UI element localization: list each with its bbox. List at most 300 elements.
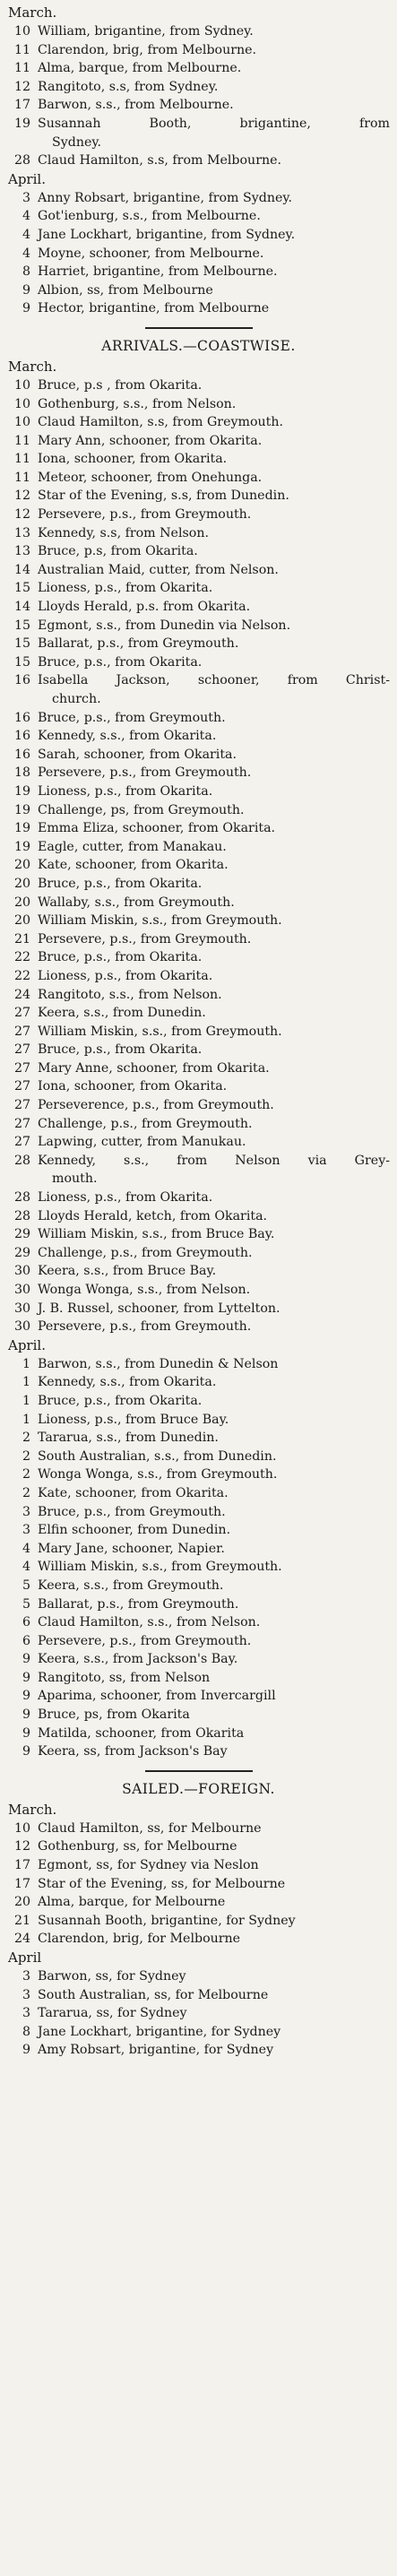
entry-line: Gothenburg, ss, for Melbourne bbox=[38, 1839, 237, 1854]
entry-day: 11 bbox=[13, 61, 30, 76]
entry-day: 30 bbox=[13, 1301, 30, 1316]
entry-day: 27 bbox=[13, 1024, 30, 1039]
entry-line: Sydney. bbox=[52, 134, 101, 150]
entry-line: Lloyds Herald, p.s. from Okarita. bbox=[38, 600, 251, 615]
entry-text bbox=[38, 1448, 390, 1466]
entry-line: Star of the Evening, ss, for Melbourne bbox=[38, 1876, 286, 1891]
shipping-entry bbox=[7, 856, 390, 875]
entry-line: Claud Hamilton, s.s, from Greymouth. bbox=[38, 415, 283, 430]
entry-text bbox=[38, 506, 390, 524]
entry-text bbox=[38, 1893, 390, 1912]
shipping-entry bbox=[7, 1004, 390, 1023]
entry-text bbox=[38, 1837, 390, 1856]
entry-line: Claud Hamilton, s.s., from Nelson. bbox=[38, 1615, 261, 1630]
shipping-entry bbox=[7, 1392, 390, 1411]
entry-line: Kennedy, s.s., from Okarita. bbox=[38, 1375, 217, 1390]
entry-text bbox=[38, 1429, 390, 1448]
entry-day: 12 bbox=[13, 79, 30, 94]
entry-day: 17 bbox=[13, 1858, 30, 1873]
shipping-entry bbox=[7, 1930, 390, 1949]
entry-day: 5 bbox=[22, 1596, 30, 1612]
entry-day: 13 bbox=[13, 544, 30, 559]
entry-day: 24 bbox=[13, 1932, 30, 1947]
entry-line: Wonga Wonga, s.s., from Nelson. bbox=[38, 1283, 251, 1297]
entry-text bbox=[38, 986, 390, 1005]
shipping-entry bbox=[7, 1465, 390, 1484]
shipping-entry bbox=[7, 542, 390, 561]
shipping-entry bbox=[7, 1041, 390, 1059]
entry-day: 27 bbox=[13, 1098, 30, 1113]
entry-day: 1 bbox=[22, 1412, 30, 1427]
entry-line: Persevere, p.s., from Greymouth. bbox=[38, 507, 252, 523]
entry-line: William Miskin, s.s., from Bruce Bay. bbox=[38, 1227, 275, 1242]
entry-day: 10 bbox=[13, 377, 30, 393]
shipping-entry bbox=[7, 1225, 390, 1244]
entry-day: 9 bbox=[22, 301, 30, 316]
shipping-entry bbox=[7, 2041, 390, 2060]
entry-line: Australian Maid, cutter, from Nelson. bbox=[38, 562, 279, 577]
entry-line: Egmont, ss, for Sydney via Neslon bbox=[38, 1858, 259, 1873]
entry-line: Kate, schooner, from Okarita. bbox=[38, 858, 229, 873]
entry-day: 22 bbox=[13, 950, 30, 965]
entry-text bbox=[38, 1540, 390, 1559]
entry-day: 1 bbox=[22, 1356, 30, 1371]
entry-day: 19 bbox=[13, 821, 30, 836]
entry-day: 6 bbox=[22, 1615, 30, 1630]
shipping-entry bbox=[7, 912, 390, 930]
entry-day: 4 bbox=[22, 246, 30, 261]
entry-line: Alma, barque, from Melbourne. bbox=[38, 61, 242, 76]
entry-text bbox=[38, 450, 390, 469]
entry-text bbox=[38, 967, 390, 986]
entry-line: church. bbox=[52, 692, 101, 706]
shipping-entry bbox=[7, 1577, 390, 1595]
entry-day: 3 bbox=[22, 190, 30, 205]
entry-day: 9 bbox=[22, 1744, 30, 1759]
entry-day: 28 bbox=[13, 1190, 30, 1206]
entry-day: 19 bbox=[13, 116, 30, 131]
shipping-entry bbox=[7, 1189, 390, 1207]
entry-line: Tararua, ss, for Sydney bbox=[38, 2006, 187, 2021]
entry-day: 18 bbox=[13, 765, 30, 781]
entry-line: Keera, s.s., from Bruce Bay. bbox=[38, 1264, 217, 1279]
entry-line: Anny Robsart, brigantine, from Sydney. bbox=[38, 190, 292, 205]
shipping-entry bbox=[7, 709, 390, 728]
entry-day: 2 bbox=[22, 1485, 30, 1500]
entry-day: 27 bbox=[13, 1079, 30, 1094]
entry-day: 16 bbox=[13, 673, 30, 688]
entry-text bbox=[38, 1133, 390, 1152]
entry-day: 16 bbox=[13, 747, 30, 762]
shipping-entry bbox=[7, 1595, 390, 1614]
entry-text bbox=[38, 1521, 390, 1540]
section bbox=[7, 1770, 390, 2060]
entry-text bbox=[38, 856, 390, 875]
entry-day: 20 bbox=[13, 913, 30, 929]
shipping-entry bbox=[7, 671, 390, 708]
shipping-entry bbox=[7, 1133, 390, 1152]
entry-line: Keera, s.s., from Dunedin. bbox=[38, 1006, 206, 1021]
entry-text bbox=[38, 1152, 390, 1189]
shipping-entry bbox=[7, 432, 390, 451]
entry-day: 3 bbox=[22, 1987, 30, 2002]
entry-day: 17 bbox=[13, 98, 30, 113]
entry-line: Keera, ss, from Jackson's Bay bbox=[38, 1744, 228, 1759]
entry-day: 29 bbox=[13, 1227, 30, 1242]
entry-text bbox=[38, 1207, 390, 1226]
entry-line: Mary Jane, schooner, Napier. bbox=[38, 1541, 225, 1556]
entry-line: Claud Hamilton, ss, for Melbourne bbox=[38, 1820, 262, 1836]
shipping-entry bbox=[7, 450, 390, 469]
entry-line: Bruce, p.s., from Okarita. bbox=[38, 654, 203, 670]
shipping-entry bbox=[7, 1893, 390, 1912]
shipping-entry bbox=[7, 1967, 390, 1986]
shipping-entry bbox=[7, 1115, 390, 1134]
month-label: April bbox=[8, 1949, 42, 1966]
entry-text bbox=[38, 281, 390, 300]
entry-text bbox=[38, 1077, 390, 1096]
entry-text bbox=[38, 579, 390, 598]
entry-day: 2 bbox=[22, 1431, 30, 1446]
entry-text bbox=[38, 1041, 390, 1059]
entry-day: 24 bbox=[13, 987, 30, 1002]
entry-line: Egmont, s.s., from Dunedin via Nelson. bbox=[38, 618, 291, 633]
shipping-entry bbox=[7, 59, 390, 78]
shipping-entry bbox=[7, 635, 390, 653]
entry-day: 10 bbox=[13, 415, 30, 430]
entry-text bbox=[38, 653, 390, 672]
entry-text bbox=[38, 671, 390, 708]
entry-line: Matilda, schooner, from Okarita bbox=[38, 1725, 245, 1741]
shipping-entry bbox=[7, 1411, 390, 1430]
entry-text bbox=[38, 22, 390, 41]
entry-line: Persevere, p.s., from Greymouth. bbox=[38, 1633, 252, 1648]
entry-day: 2 bbox=[22, 1448, 30, 1464]
entry-line: William Miskin, s.s., from Greymouth. bbox=[38, 913, 282, 929]
entry-line: Harriet, brigantine, from Melbourne. bbox=[38, 264, 278, 280]
section-rule bbox=[145, 1770, 253, 1772]
shipping-entry bbox=[7, 1300, 390, 1318]
shipping-entry bbox=[7, 281, 390, 300]
entry-day: 9 bbox=[22, 1689, 30, 1704]
entry-line: Persevere, p.s., from Greymouth. bbox=[38, 1319, 252, 1335]
entry-day: 9 bbox=[22, 1652, 30, 1667]
entry-day: 30 bbox=[13, 1319, 30, 1335]
shipping-entry bbox=[7, 78, 390, 97]
entry-line: Ballarat, p.s., from Greymouth. bbox=[38, 1596, 239, 1612]
entry-text bbox=[38, 1115, 390, 1134]
entry-text bbox=[38, 1004, 390, 1023]
entry-line: Bruce, p.s., from Okarita. bbox=[38, 876, 203, 891]
shipping-entry bbox=[7, 41, 390, 60]
shipping-entry bbox=[7, 1207, 390, 1226]
entry-text bbox=[38, 1986, 390, 2005]
entry-day: 19 bbox=[13, 839, 30, 854]
shipping-entry bbox=[7, 930, 390, 949]
entry-line: Kennedy, s.s, from Nelson. bbox=[38, 525, 209, 540]
entry-text bbox=[38, 1856, 390, 1875]
entry-day: 19 bbox=[13, 783, 30, 799]
entry-line: Claud Hamilton, s.s, from Melbourne. bbox=[38, 153, 282, 169]
shipping-entry bbox=[7, 1742, 390, 1761]
shipping-entry bbox=[7, 1875, 390, 1894]
section-heading: SAILED.—FOREIGN. bbox=[122, 1780, 275, 1797]
section bbox=[7, 4, 390, 318]
entry-line: Mary Anne, schooner, from Okarita. bbox=[38, 1060, 270, 1076]
entry-text bbox=[38, 2041, 390, 2060]
shipping-entry bbox=[7, 469, 390, 488]
entry-text bbox=[38, 432, 390, 451]
entry-day: 9 bbox=[22, 2043, 30, 2058]
entry-text bbox=[38, 207, 390, 226]
shipping-entry bbox=[7, 395, 390, 414]
entry-line: Wallaby, s.s., from Greymouth. bbox=[38, 895, 235, 910]
entry-day: 27 bbox=[13, 1116, 30, 1131]
shipping-entry bbox=[7, 653, 390, 672]
entry-text bbox=[38, 1613, 390, 1632]
shipping-entry bbox=[7, 1650, 390, 1669]
shipping-entry bbox=[7, 1540, 390, 1559]
entry-line: Keera, s.s., from Greymouth. bbox=[38, 1578, 224, 1593]
entry-text bbox=[38, 912, 390, 930]
entry-line: Persevere, p.s., from Greymouth. bbox=[38, 931, 252, 947]
shipping-entry bbox=[7, 746, 390, 765]
entry-line: Iona, schooner, from Okarita. bbox=[38, 452, 228, 467]
entry-line: Challenge, p.s., from Greymouth. bbox=[38, 1116, 253, 1131]
shipping-entry bbox=[7, 1281, 390, 1300]
entry-line: Barwon, s.s., from Melbourne. bbox=[38, 98, 234, 113]
shipping-entry bbox=[7, 1152, 390, 1189]
entry-line: Mary Ann, schooner, from Okarita. bbox=[38, 433, 263, 448]
entry-line: Rangitoto, s.s, from Sydney. bbox=[38, 79, 219, 94]
entry-day: 3 bbox=[22, 1523, 30, 1538]
entry-line: Bruce, p.s , from Okarita. bbox=[38, 377, 203, 393]
shipping-entry bbox=[7, 986, 390, 1005]
entry-text bbox=[38, 78, 390, 97]
shipping-entry bbox=[7, 819, 390, 838]
entry-line: Perseverence, p.s., from Greymouth. bbox=[38, 1098, 274, 1113]
entry-line: Meteor, schooner, from Onehunga. bbox=[38, 470, 263, 485]
shipping-entry bbox=[7, 782, 390, 801]
entry-day: 15 bbox=[13, 618, 30, 633]
entry-text bbox=[38, 1820, 390, 1838]
entry-day: 15 bbox=[13, 654, 30, 670]
entry-line: William, brigantine, from Sydney. bbox=[38, 24, 254, 39]
entry-day: 21 bbox=[13, 931, 30, 947]
shipping-entry bbox=[7, 226, 390, 245]
entry-day: 16 bbox=[13, 710, 30, 725]
entry-day: 9 bbox=[22, 1670, 30, 1685]
entry-line: Isabella Jackson, schooner, from Christ- bbox=[38, 673, 390, 688]
entry-line: William Miskin, s.s., from Greymouth. bbox=[38, 1560, 282, 1575]
entry-line: Bruce, p.s., from Okarita. bbox=[38, 1042, 203, 1058]
entry-line: Barwon, s.s., from Dunedin & Nelson bbox=[38, 1356, 279, 1371]
entry-day: 11 bbox=[13, 42, 30, 57]
entry-line: Challenge, ps, from Greymouth. bbox=[38, 802, 245, 817]
entry-day: 27 bbox=[13, 1006, 30, 1021]
entry-day: 20 bbox=[13, 895, 30, 910]
entry-line: Kate, schooner, from Okarita. bbox=[38, 1485, 229, 1500]
shipping-entry bbox=[7, 1912, 390, 1931]
shipping-entry bbox=[7, 1820, 390, 1838]
entry-line: J. B. Russel, schooner, from Lyttelton. bbox=[38, 1301, 280, 1316]
entry-line: William Miskin, s.s., from Greymouth. bbox=[38, 1024, 282, 1039]
entry-day: 30 bbox=[13, 1264, 30, 1279]
shipping-entry bbox=[7, 189, 390, 208]
entry-line: Bruce, p.s., from Okarita. bbox=[38, 950, 203, 965]
entry-text bbox=[38, 1225, 390, 1244]
entry-line: Jane Lockhart, brigantine, for Sydney bbox=[38, 2024, 281, 2039]
entry-day: 21 bbox=[13, 1913, 30, 1928]
shipping-entry bbox=[7, 1023, 390, 1042]
shipping-entry bbox=[7, 1448, 390, 1466]
shipping-entry bbox=[7, 1687, 390, 1706]
entry-day: 4 bbox=[22, 1541, 30, 1556]
shipping-entry bbox=[7, 1837, 390, 1856]
entry-text bbox=[38, 746, 390, 765]
entry-day: 17 bbox=[13, 1876, 30, 1891]
entry-text bbox=[38, 1281, 390, 1300]
entry-text bbox=[38, 1687, 390, 1706]
entry-text bbox=[38, 1930, 390, 1949]
entry-day: 4 bbox=[22, 227, 30, 242]
entry-text bbox=[38, 1300, 390, 1318]
entry-text bbox=[38, 263, 390, 281]
entry-line: Ballarat, p.s., from Greymouth. bbox=[38, 636, 239, 652]
shipping-entry bbox=[7, 524, 390, 543]
shipping-entry bbox=[7, 1558, 390, 1577]
entry-text bbox=[38, 617, 390, 635]
entry-day: 8 bbox=[22, 264, 30, 280]
entry-line: South Australian, ss, for Melbourne bbox=[38, 1987, 269, 2002]
entry-text bbox=[38, 875, 390, 894]
entry-line: South Australian, s.s., from Dunedin. bbox=[38, 1448, 277, 1464]
shipping-entry bbox=[7, 413, 390, 432]
shipping-entry bbox=[7, 1484, 390, 1503]
entry-text bbox=[38, 1558, 390, 1577]
entry-day: 28 bbox=[13, 153, 30, 169]
section-heading: ARRIVALS.—COASTWISE. bbox=[101, 337, 296, 354]
entry-text bbox=[38, 151, 390, 170]
entry-day: 20 bbox=[13, 1895, 30, 1910]
entry-line: Albion, ss, from Melbourne bbox=[38, 282, 213, 298]
entry-text bbox=[38, 1875, 390, 1894]
entry-day: 27 bbox=[13, 1042, 30, 1058]
entry-day: 15 bbox=[13, 581, 30, 596]
entry-text bbox=[38, 299, 390, 318]
shipping-entry bbox=[7, 115, 390, 151]
shipping-entry bbox=[7, 1706, 390, 1725]
shipping-entry bbox=[7, 506, 390, 524]
entry-line: Elfin schooner, from Dunedin. bbox=[38, 1523, 231, 1538]
entry-line: Lioness, p.s., from Okarita. bbox=[38, 1190, 213, 1206]
entry-text bbox=[38, 1373, 390, 1392]
shipping-entry bbox=[7, 1669, 390, 1688]
entry-line: Kennedy, s.s., from Okarita. bbox=[38, 729, 217, 744]
entry-text bbox=[38, 1355, 390, 1374]
shipping-entry bbox=[7, 2023, 390, 2042]
entry-line: Susannah Booth, brigantine, from bbox=[38, 116, 390, 131]
entry-day: 12 bbox=[13, 488, 30, 504]
entry-text bbox=[38, 1742, 390, 1761]
entry-line: Tararua, s.s., from Dunedin. bbox=[38, 1431, 219, 1446]
shipping-entry bbox=[7, 1244, 390, 1263]
entry-text bbox=[38, 96, 390, 115]
month-label: March. bbox=[8, 358, 57, 375]
shipping-entry bbox=[7, 894, 390, 912]
entry-text bbox=[38, 1023, 390, 1042]
entry-day: 16 bbox=[13, 729, 30, 744]
entry-text bbox=[38, 1503, 390, 1522]
entry-text bbox=[38, 727, 390, 746]
entry-line: Lioness, p.s., from Okarita. bbox=[38, 581, 213, 596]
shipping-entry bbox=[7, 151, 390, 170]
entry-text bbox=[38, 189, 390, 208]
entry-day: 20 bbox=[13, 876, 30, 891]
entry-line: Sarah, schooner, from Okarita. bbox=[38, 747, 237, 762]
entry-day: 9 bbox=[22, 282, 30, 298]
entry-text bbox=[38, 838, 390, 857]
entry-day: 12 bbox=[13, 1839, 30, 1854]
entry-text bbox=[38, 413, 390, 432]
entry-day: 27 bbox=[13, 1135, 30, 1150]
shipping-entry bbox=[7, 245, 390, 264]
entry-text bbox=[38, 395, 390, 414]
entry-day: 10 bbox=[13, 396, 30, 411]
entry-day: 1 bbox=[22, 1393, 30, 1408]
entry-line: Star of the Evening, s.s, from Dunedin. bbox=[38, 488, 289, 504]
shipping-entry bbox=[7, 376, 390, 395]
entry-text bbox=[38, 635, 390, 653]
entry-text bbox=[38, 1411, 390, 1430]
entry-day: 3 bbox=[22, 1504, 30, 1519]
entry-text bbox=[38, 2023, 390, 2042]
entry-day: 3 bbox=[22, 2006, 30, 2021]
shipping-entry bbox=[7, 727, 390, 746]
entry-text bbox=[38, 542, 390, 561]
entry-text bbox=[38, 764, 390, 782]
entry-line: Bruce, p.s., from Greymouth. bbox=[38, 1504, 226, 1519]
entry-text bbox=[38, 1595, 390, 1614]
entry-day: 2 bbox=[22, 1467, 30, 1482]
entry-text bbox=[38, 819, 390, 838]
entry-line: Challenge, p.s., from Greymouth. bbox=[38, 1245, 253, 1260]
entry-day: 14 bbox=[13, 600, 30, 615]
shipping-entry bbox=[7, 598, 390, 617]
entry-line: Persevere, p.s., from Greymouth. bbox=[38, 765, 252, 781]
shipping-entry bbox=[7, 263, 390, 281]
month-label: April. bbox=[8, 170, 46, 187]
shipping-entry bbox=[7, 838, 390, 857]
entry-line: mouth. bbox=[52, 1171, 98, 1187]
shipping-entry bbox=[7, 1613, 390, 1632]
entry-text bbox=[38, 1669, 390, 1688]
entry-text bbox=[38, 1484, 390, 1503]
entry-line: Bruce, p.s, from Okarita. bbox=[38, 544, 198, 559]
entry-day: 4 bbox=[22, 1560, 30, 1575]
month-label: March. bbox=[8, 1801, 57, 1818]
shipping-entry bbox=[7, 1429, 390, 1448]
entry-line: Bruce, p.s., from Okarita. bbox=[38, 1393, 203, 1408]
shipping-entry bbox=[7, 1262, 390, 1281]
entry-line: Lioness, p.s., from Bruce Bay. bbox=[38, 1412, 229, 1427]
entry-day: 11 bbox=[13, 470, 30, 485]
shipping-entry bbox=[7, 96, 390, 115]
entry-day: 11 bbox=[13, 452, 30, 467]
entry-line: Wonga Wonga, s.s., from Greymouth. bbox=[38, 1467, 278, 1482]
entry-line: Keera, s.s., from Jackson's Bay. bbox=[38, 1652, 238, 1667]
shipping-entry bbox=[7, 1503, 390, 1522]
